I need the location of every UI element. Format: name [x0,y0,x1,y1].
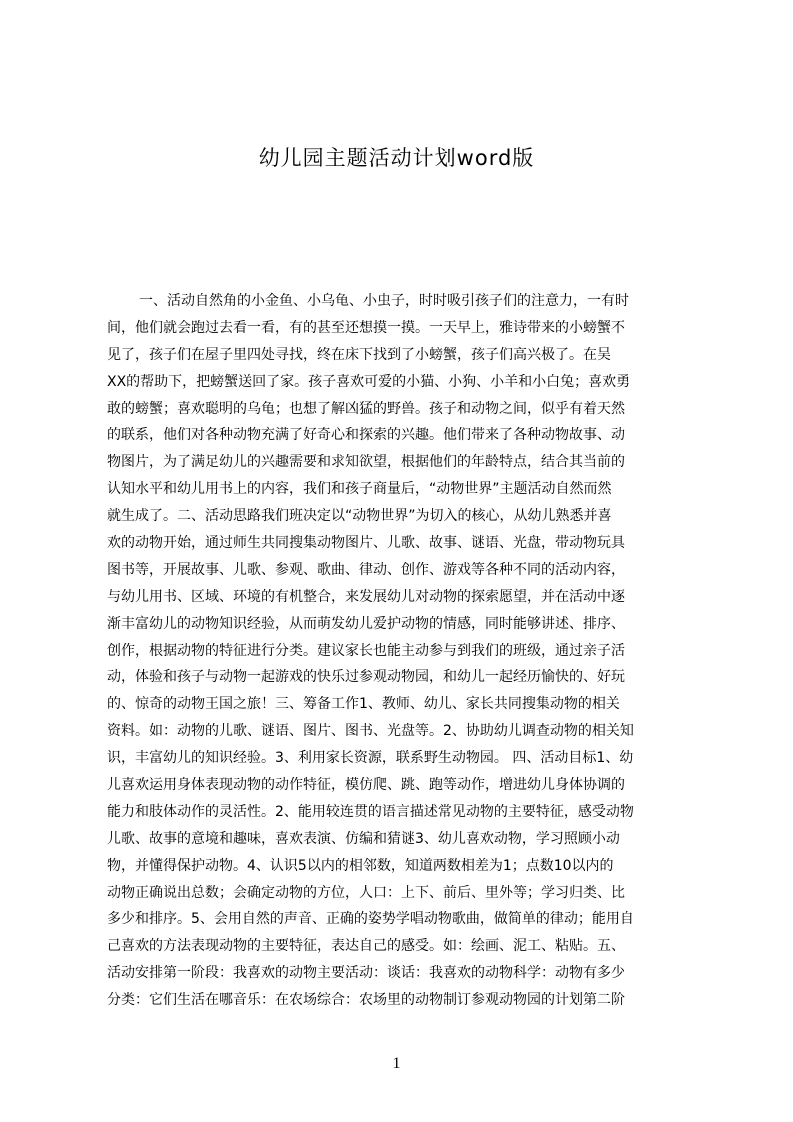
text-line: 识，丰富幼儿的知识经验。3、利用家长资源，联系野生动物园。 四、活动目标1、幼 [107,750,634,767]
text-line: 图书等，开展故事、儿歌、参观、歌曲、律动、创作、游戏等各种不同的活动内容， [107,561,625,578]
text-line: 认知水平和幼儿用书上的内容，我们和孩子商量后，“动物世界”主题活动自然而然 [107,481,612,498]
text-line: 动，体验和孩子与动物一起游戏的快乐过参观动物园，和幼儿一起经历愉快的、好玩 [107,669,625,686]
text-line: 能力和肢体动作的灵活性。2、能用较连贯的语言描述常见动物的主要特征，感受动物 [107,803,634,820]
text-line: 活动安排第一阶段：我喜欢的动物主要活动：谈话：我喜欢的动物科学：动物有多少 [107,965,625,982]
text-line: 物，并懂得保护动物。4、认识5以内的相邻数，知道两数相差为1；点数10以内的 [107,857,614,874]
text-line: 敢的螃蟹；喜欢聪明的乌龟；也想了解凶猛的野兽。孩子和动物之间，似乎有着天然 [107,400,625,417]
text-line: 多少和排序。5、会用自然的声音、正确的姿势学唱动物歌曲，做简单的律动；能用自 [107,911,634,928]
text-line: 分类：它们生活在哪音乐：在农场综合：农场里的动物制订参观动物园的计划第二阶 [107,992,625,1009]
text-line: 儿歌、故事的意境和趣味，喜欢表演、仿编和猜谜3、幼儿喜欢动物，学习照顾小动 [107,830,620,847]
text-line: 欢的动物开始，通过师生共同搜集动物图片、儿歌、故事、谜语、光盘，带动物玩具 [107,535,625,552]
text-line: 就生成了。二、活动思路我们班决定以“动物世界”为切入的核心，从幼儿熟悉并喜 [107,508,612,525]
text-line: 与幼儿用书、区域、环境的有机整合，来发展幼儿对动物的探索愿望，并在活动中逐 [107,588,625,605]
text-line: 己喜欢的方法表现动物的主要特征，表达自己的感受。如：绘画、泥工、粘贴。五、 [107,938,625,955]
text-line: 渐丰富幼儿的动物知识经验，从而萌发幼儿爱护动物的情感，同时能够讲述、排序、 [107,615,625,632]
text-line: 创作，根据动物的特征进行分类。建议家长也能主动参与到我们的班级，通过亲子活 [107,642,625,659]
text-line: 物图片，为了满足幼儿的兴趣需要和求知欲望，根据他们的年龄特点，结合其当前的 [107,454,625,471]
text-line: 资料。如：动物的儿歌、谜语、图片、图书、光盘等。2、协助幼儿调查动物的相关知 [107,723,634,740]
body-paragraph [107,288,697,1009]
text-line: 动物正确说出总数；会确定动物的方位，人口：上下、前后、里外等；学习归类、比 [107,884,625,901]
text-line: 间，他们就会跑过去看一看，有的甚至还想摸一摸。一天早上，雅诗带来的小螃蟹不 [107,319,625,336]
text-line: 的、惊奇的动物王国之旅！三、筹备工作1、教师、幼儿、家长共同搜集动物的相关 [107,696,620,713]
text-line: 见了，孩子们在屋子里四处寻找，终在床下找到了小螃蟹，孩子们高兴极了。在吴 [107,346,611,363]
text-line: 的联系，他们对各种动物充满了好奇心和探索的兴趣。他们带来了各种动物故事、动 [107,427,625,444]
text-line: XX的帮助下，把螃蟹送回了家。孩子喜欢可爱的小猫、小狗、小羊和小白兔；喜欢勇 [107,373,631,390]
text-line: 一、活动自然角的小金鱼、小乌龟、小虫子，时时吸引孩子们的注意力，一有时 [139,293,629,309]
text-line: 儿喜欢运用身体表现动物的动作特征，模仿爬、跳、跑等动作，增进幼儿身体协调的 [107,777,625,794]
document-title: 幼儿园主题活动计划word版 [258,146,535,170]
page-number: 1 [392,1055,401,1072]
